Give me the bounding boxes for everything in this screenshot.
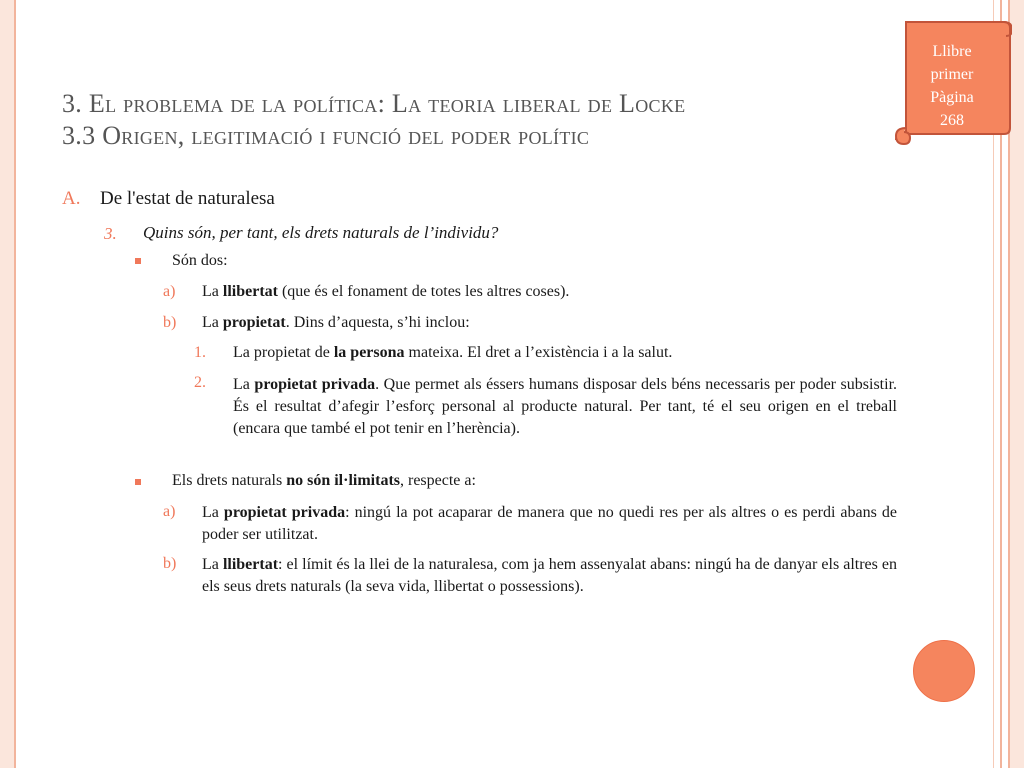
item-limit-propietat: La propietat privada: ningú la pot acaparar de manera que no quedi res per als altres o es perdi abans de poder ser utilitzat. xyxy=(202,504,898,543)
badge-line-1: Llibre xyxy=(932,43,972,60)
item-propietat: La propietat. Dins d’aquesta, s’hi inclou: xyxy=(202,314,470,331)
slide-border-left xyxy=(0,0,16,768)
outline-marker-3: 3. xyxy=(104,224,117,243)
bullet-square-icon xyxy=(135,258,141,264)
badge-line-2: primer xyxy=(930,66,974,83)
marker-a1: a) xyxy=(163,283,176,300)
badge-text xyxy=(906,40,998,132)
item-llibertat: La llibertat (que és el fonament de totes les altres coses). xyxy=(202,283,570,300)
decorative-circle xyxy=(913,640,975,702)
marker-b2: b) xyxy=(163,314,177,331)
marker-c1: a) xyxy=(163,503,176,520)
bullet-square-icon xyxy=(135,479,141,485)
badge-line-3: Pàgina xyxy=(930,89,974,106)
marker-n1: 1. xyxy=(194,344,206,361)
marker-c2: b) xyxy=(163,555,177,572)
bullet-text-limits: Els drets naturals no són il·limitats, respecte a: xyxy=(172,472,476,489)
item-limit-llibertat: La llibertat: el límit és la llei de la naturalesa, com ja hem assenyalat abans: ningú ha de danyar els altres en els seus drets naturals (la seva vida, llibertat o possessions). xyxy=(202,556,898,595)
outline-question: Quins són, per tant, els drets naturals de l’individu? xyxy=(143,223,499,242)
item-propietat-privada: La propietat privada. Que permet als éssers humans disposar dels béns necessaris per poder subsistir. És el resultat d’afegir l’esforç personal al producte natural. Per tant, té el seu origen en el treball (encara que també el pot tenir en l’herència). xyxy=(233,376,898,437)
marker-n2: 2. xyxy=(194,374,206,391)
item-propietat-persona: La propietat de la persona mateixa. El dret a l’existència i a la salut. xyxy=(233,344,673,361)
page-title xyxy=(62,88,892,152)
outline-marker-a: A. xyxy=(62,188,81,209)
title-line-1: 3. El problema de la política: La teoria liberal de Locke xyxy=(62,89,686,118)
outline-heading: De l'estat de naturalesa xyxy=(100,188,275,209)
badge-line-4: 268 xyxy=(940,112,964,129)
title-line-2: 3.3 Origen, legitimació i funció del poder polític xyxy=(62,121,590,150)
bullet-text-son-dos: Són dos: xyxy=(172,252,228,269)
